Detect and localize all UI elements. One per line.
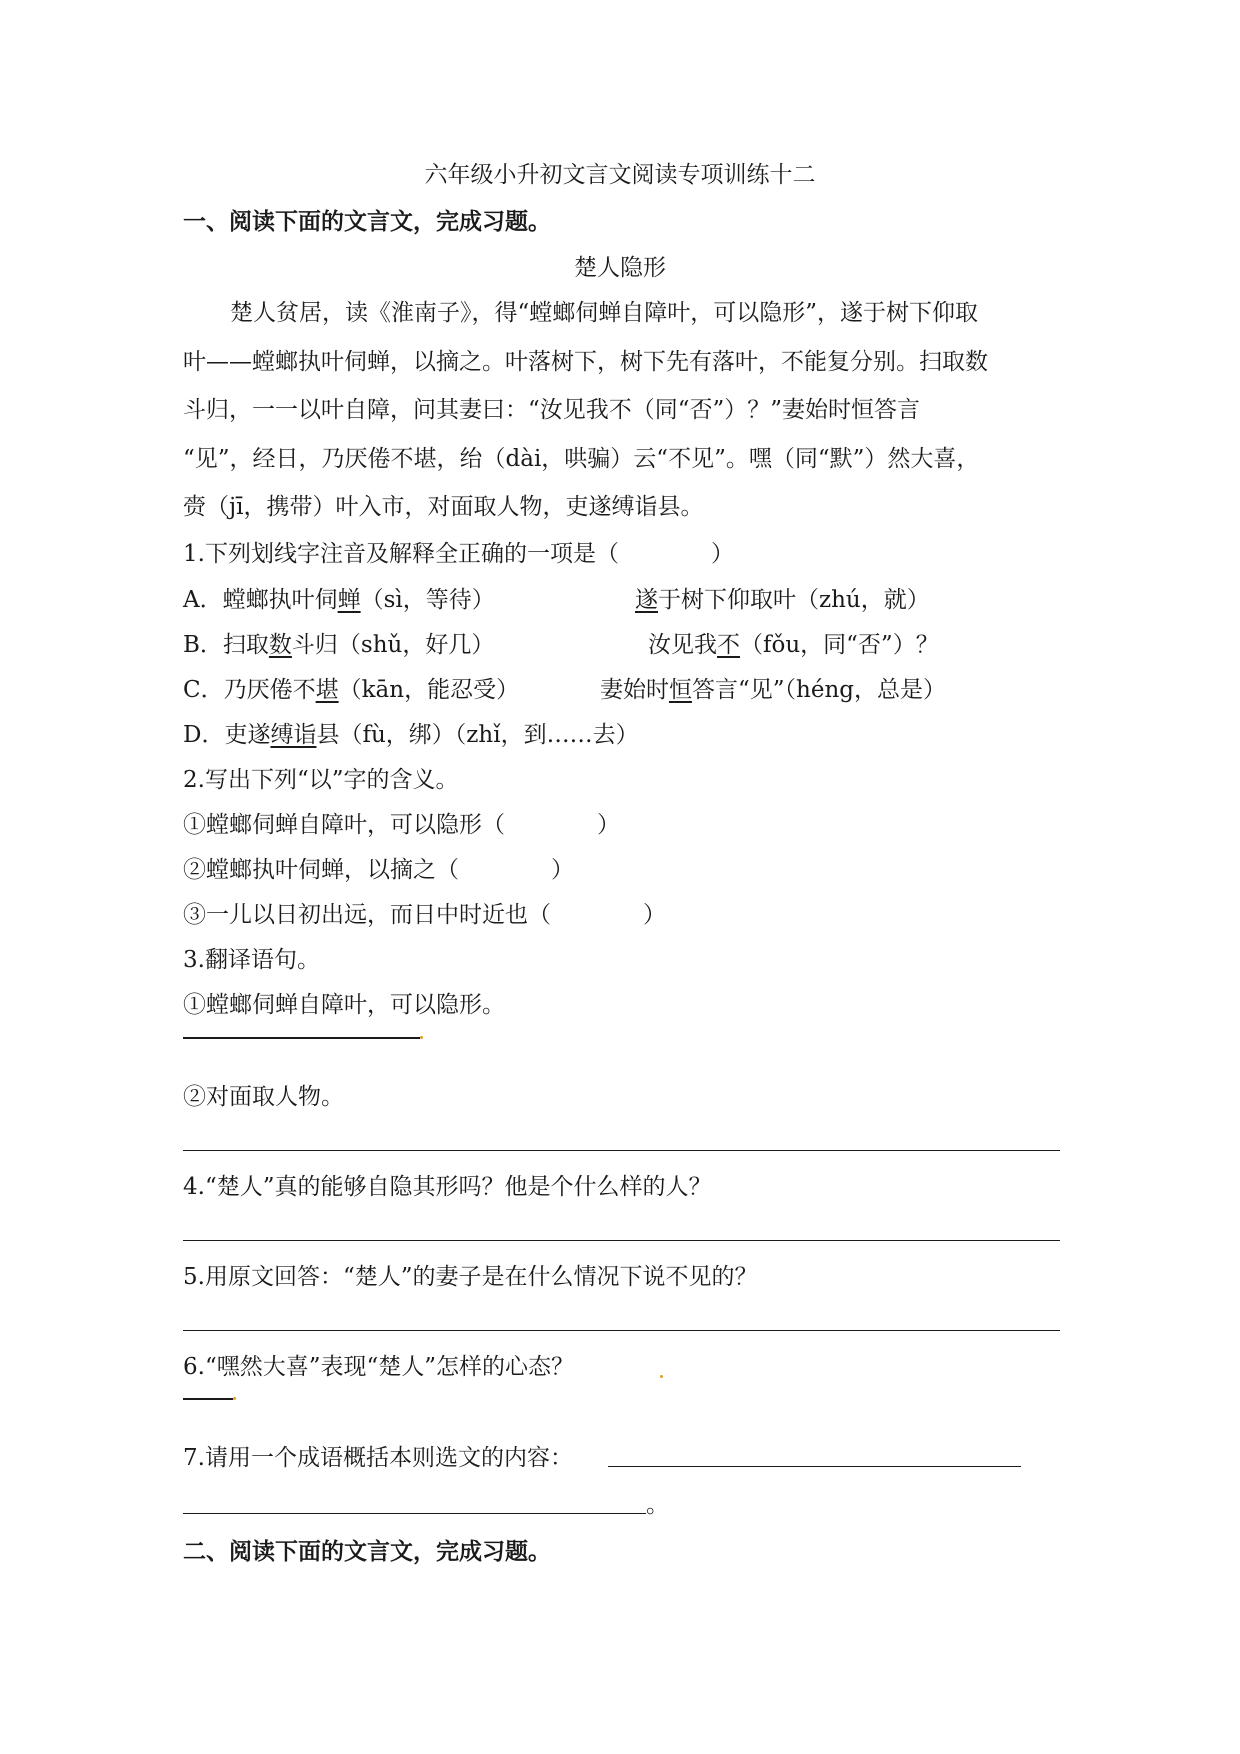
q2-item: ①螳螂伺蝉自障叶，可以隐形（ ） bbox=[183, 812, 620, 838]
mark-dot bbox=[233, 1397, 236, 1400]
section-1-heading: 一、阅读下面的文言文，完成习题。 bbox=[183, 209, 551, 235]
q1-option-b-left: B．扫取数斗归（shǔ，好几） bbox=[183, 632, 495, 658]
passage-title: 楚人隐形 bbox=[574, 255, 666, 281]
answer-line[interactable] bbox=[183, 1037, 420, 1039]
mark-dot bbox=[420, 1036, 423, 1039]
answer-line[interactable] bbox=[183, 1240, 1060, 1241]
q4-stem: 4.“楚人”真的能够自隐其形吗？他是个什么样的人？ bbox=[183, 1174, 712, 1200]
q2-item: ③一儿以日初出远，而日中时近也（ ） bbox=[183, 902, 666, 928]
q7-end-mark: 。 bbox=[646, 1492, 669, 1518]
q1-option-c-right: 妻始时恒答言“见”（héng，总是） bbox=[600, 677, 946, 703]
q1-option-d: D．吏遂缚诣县（fù，绑）（zhǐ，到……去） bbox=[183, 722, 639, 748]
q1-option-b-right: 汝见我不（fǒu，同“否”）？ bbox=[648, 632, 939, 658]
q1-option-a-left: A．螳螂执叶伺蝉（sì，等待） bbox=[183, 587, 495, 613]
answer-line[interactable] bbox=[183, 1150, 1060, 1151]
passage-line: 叶——螳螂执叶伺蝉，以摘之。叶落树下，树下先有落叶，不能复分别。扫取数 bbox=[183, 349, 988, 375]
q7-stem: 7.请用一个成语概括本则选文的内容： bbox=[183, 1445, 573, 1471]
q2-stem: 2.写出下列“以”字的含义。 bbox=[183, 767, 459, 793]
answer-line[interactable] bbox=[183, 1513, 646, 1514]
q1-option-c-left: C．乃厌倦不堪（kān，能忍受） bbox=[183, 677, 520, 703]
section-2-heading: 二、阅读下面的文言文，完成习题。 bbox=[183, 1539, 551, 1565]
passage-line: 楚人贫居，读《淮南子》，得“螳螂伺蝉自障叶，可以隐形”，遂于树下仰取 bbox=[230, 300, 979, 326]
q2-item: ②螳螂执叶伺蝉，以摘之（ ） bbox=[183, 857, 574, 883]
answer-line[interactable] bbox=[183, 1330, 1060, 1331]
answer-line[interactable] bbox=[608, 1466, 1021, 1467]
answer-line[interactable] bbox=[183, 1398, 233, 1400]
q1-option-a-right: 遂于树下仰取叶（zhú，就） bbox=[635, 587, 930, 613]
mark-dot bbox=[660, 1375, 663, 1378]
q3-item: ①螳螂伺蝉自障叶，可以隐形。 bbox=[183, 992, 505, 1018]
page-title: 六年级小升初文言文阅读专项训练十二 bbox=[424, 162, 816, 188]
q3-item: ②对面取人物。 bbox=[183, 1084, 344, 1110]
passage-line: “见”，经日，乃厌倦不堪，绐（dài，哄骗）云“不见”。嘿（同“默”）然大喜， bbox=[183, 446, 980, 472]
q3-stem: 3.翻译语句。 bbox=[183, 947, 320, 973]
q1-stem: 1.下列划线字注音及解释全正确的一项是（ ） bbox=[183, 541, 734, 567]
passage-line: 赍（jī，携带）叶入市，对面取人物，吏遂缚诣县。 bbox=[183, 494, 704, 520]
q5-stem: 5.用原文回答：“楚人”的妻子是在什么情况下说不见的？ bbox=[183, 1264, 758, 1290]
passage-line: 斗归，一一以叶自障，问其妻曰：“汝见我不（同“否”）？”妻始时恒答言 bbox=[183, 397, 921, 423]
q6-stem: 6.“嘿然大喜”表现“楚人”怎样的心态？ bbox=[183, 1354, 574, 1380]
